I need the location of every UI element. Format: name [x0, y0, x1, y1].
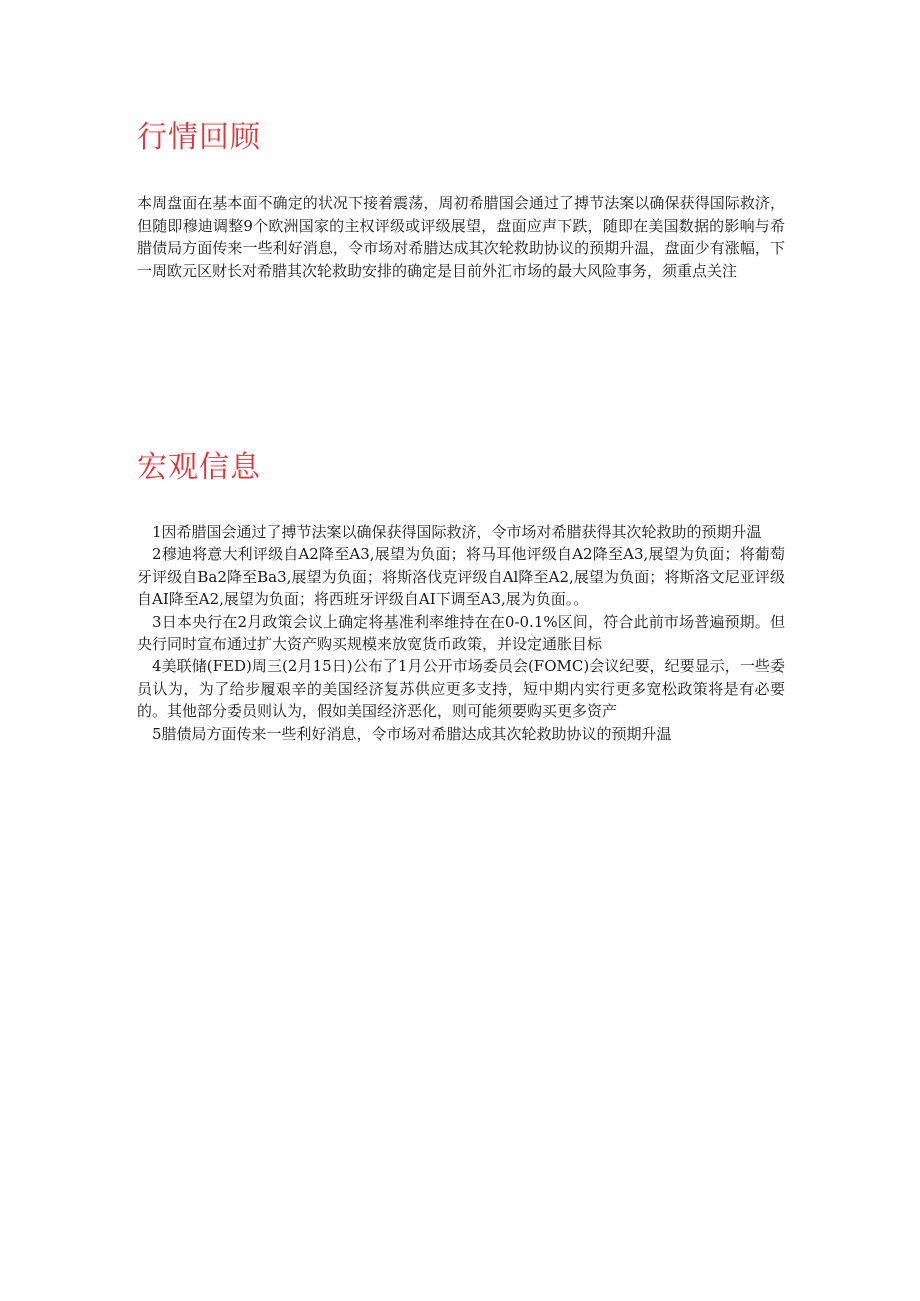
market-review-paragraph: 本周盘面在基本面不确定的状况下接着震荡，周初希腊国会通过了搏节法案以确保获得国际救济，但随即穆迪调整9个欧洲国家的主权评级或评级展望，盘面应声下跌，随即在美国数据的影响与希腊债局方面传来一些利好消息，令市场对希腊达成其次轮救助协议的预期升温，盘面少有涨幅，下一周欧元区财长对希腊其次轮救助安排的确定是目前外汇市场的最大风险事务，须重点关注 — [137, 194, 785, 280]
macro-news-item-3: 3日本央行在2月政策会议上确定将基准利率维持在在0-0.1%区间，符合此前市场普遍预期。但央行同时宣布通过扩大资产购买规模来放宽货币政策，并设定通胀目标 — [137, 612, 785, 654]
macro-news-item-5: 5腊债局方面传来一些利好消息，令市场对希腊达成其次轮救助协议的预期升温 — [152, 724, 672, 743]
macro-news-item-1: 1因希腊国会通过了搏节法案以确保获得国际救济，令市场对希腊获得其次轮救助的预期升温 — [152, 523, 762, 541]
macro-news-list — [137, 521, 785, 745]
section-title-market-review: 行情回顾 — [137, 120, 261, 155]
macro-news-item-2: 2穆迪将意大利评级自A2降至A3,展望为负面；将马耳他评级自A2降至A3,展望为负面；将葡萄牙评级自Ba2降至Ba3,展望为负面；将斯洛伐克评级自Al降至A2,展望为负面；将斯洛文尼亚评级自AI降至A2,展望为负面；将西班牙评级自AI下调至A3,展为负面。。 — [137, 545, 785, 609]
macro-news-item-4: 4美联储(FED)周三(2月15日)公布了1月公开市场委员会(FOMC)会议纪要，纪要显示，一些委员认为，为了给步履艰辛的美国经济复苏供应更多支持，短中期内实行更多宽松政策将是有必要的。其他部分委员则认为，假如美国经济恶化，则可能须要购买更多资产 — [137, 657, 785, 721]
section-title-macro-info: 宏观信息 — [137, 450, 261, 485]
